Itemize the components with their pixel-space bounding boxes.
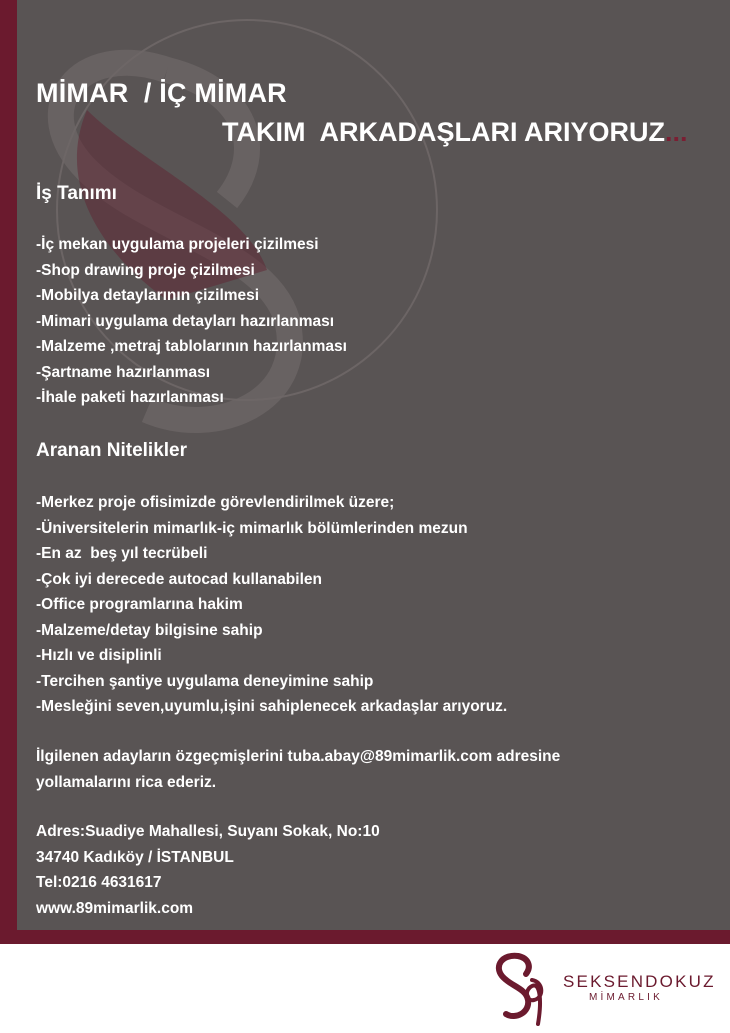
list-item: -Çok iyi derecede autocad kullanabilen <box>36 570 322 588</box>
application-line-2: yollamalarını rica ederiz. <box>36 773 217 791</box>
job-description-list <box>36 232 347 411</box>
contact-block <box>36 819 380 921</box>
list-item: -Hızlı ve disiplinli <box>36 647 162 664</box>
contact-city: 34740 Kadıköy / İSTANBUL <box>36 848 234 866</box>
contact-website: www.89mimarlik.com <box>36 899 194 917</box>
poster-panel <box>17 0 730 930</box>
list-item: -Malzeme ,metraj tablolarının hazırlanması <box>36 338 347 355</box>
list-item: -İhale paketi hazırlanması <box>36 389 224 406</box>
title-line-2-text: TAKIM ARKADAŞLARI ARIYORUZ <box>222 117 665 147</box>
brand-subtitle: MİMARLIK <box>589 992 663 1003</box>
brand-name: SEKSENDOKUZ <box>563 972 716 991</box>
title-line-2 <box>222 117 687 148</box>
list-item: -Shop drawing proje çizilmesi <box>36 261 255 279</box>
qualifications-list <box>36 490 507 720</box>
list-item: -Tercihen şantiye uygulama deneyimine sahip <box>36 672 374 690</box>
list-item: -Merkez proje ofisimizde görevlendirilmek üzere; <box>36 494 395 511</box>
list-item: -En az beş yıl tecrübeli <box>36 545 208 562</box>
title-dots: ... <box>664 117 688 147</box>
list-item: -İç mekan uygulama projeleri çizilmesi <box>36 236 319 253</box>
qualifications-heading: Aranan Nitelikler <box>36 440 187 461</box>
contact-phone: Tel:0216 4631617 <box>36 874 162 891</box>
89-monogram-icon <box>488 950 548 1026</box>
list-item: -Mesleğini seven,uyumlu,işini sahiplenecek arkadaşlar arıyoruz. <box>36 698 508 715</box>
list-item: -Office programlarına hakim <box>36 596 243 613</box>
application-line-1: İlgilenen adayların özgeçmişlerini tuba.abay@89mimarlik.com adresine <box>36 748 561 765</box>
list-item: -Mobilya detaylarının çizilmesi <box>36 287 260 304</box>
application-note <box>36 744 560 795</box>
list-item: -Mimari uygulama detayları hazırlanması <box>36 312 335 330</box>
contact-address: Adres:Suadiye Mahallesi, Suyanı Sokak, No:10 <box>36 823 380 840</box>
brand-wordmark <box>563 972 716 1003</box>
job-description-heading: İş Tanımı <box>36 183 117 204</box>
list-item: -Şartname hazırlanması <box>36 363 211 381</box>
list-item: -Üniversitelerin mimarlık-iç mimarlık bölümlerinden mezun <box>36 519 468 537</box>
list-item: -Malzeme/detay bilgisine sahip <box>36 621 263 639</box>
title-line-1: MİMAR / İÇ MİMAR <box>36 78 287 108</box>
